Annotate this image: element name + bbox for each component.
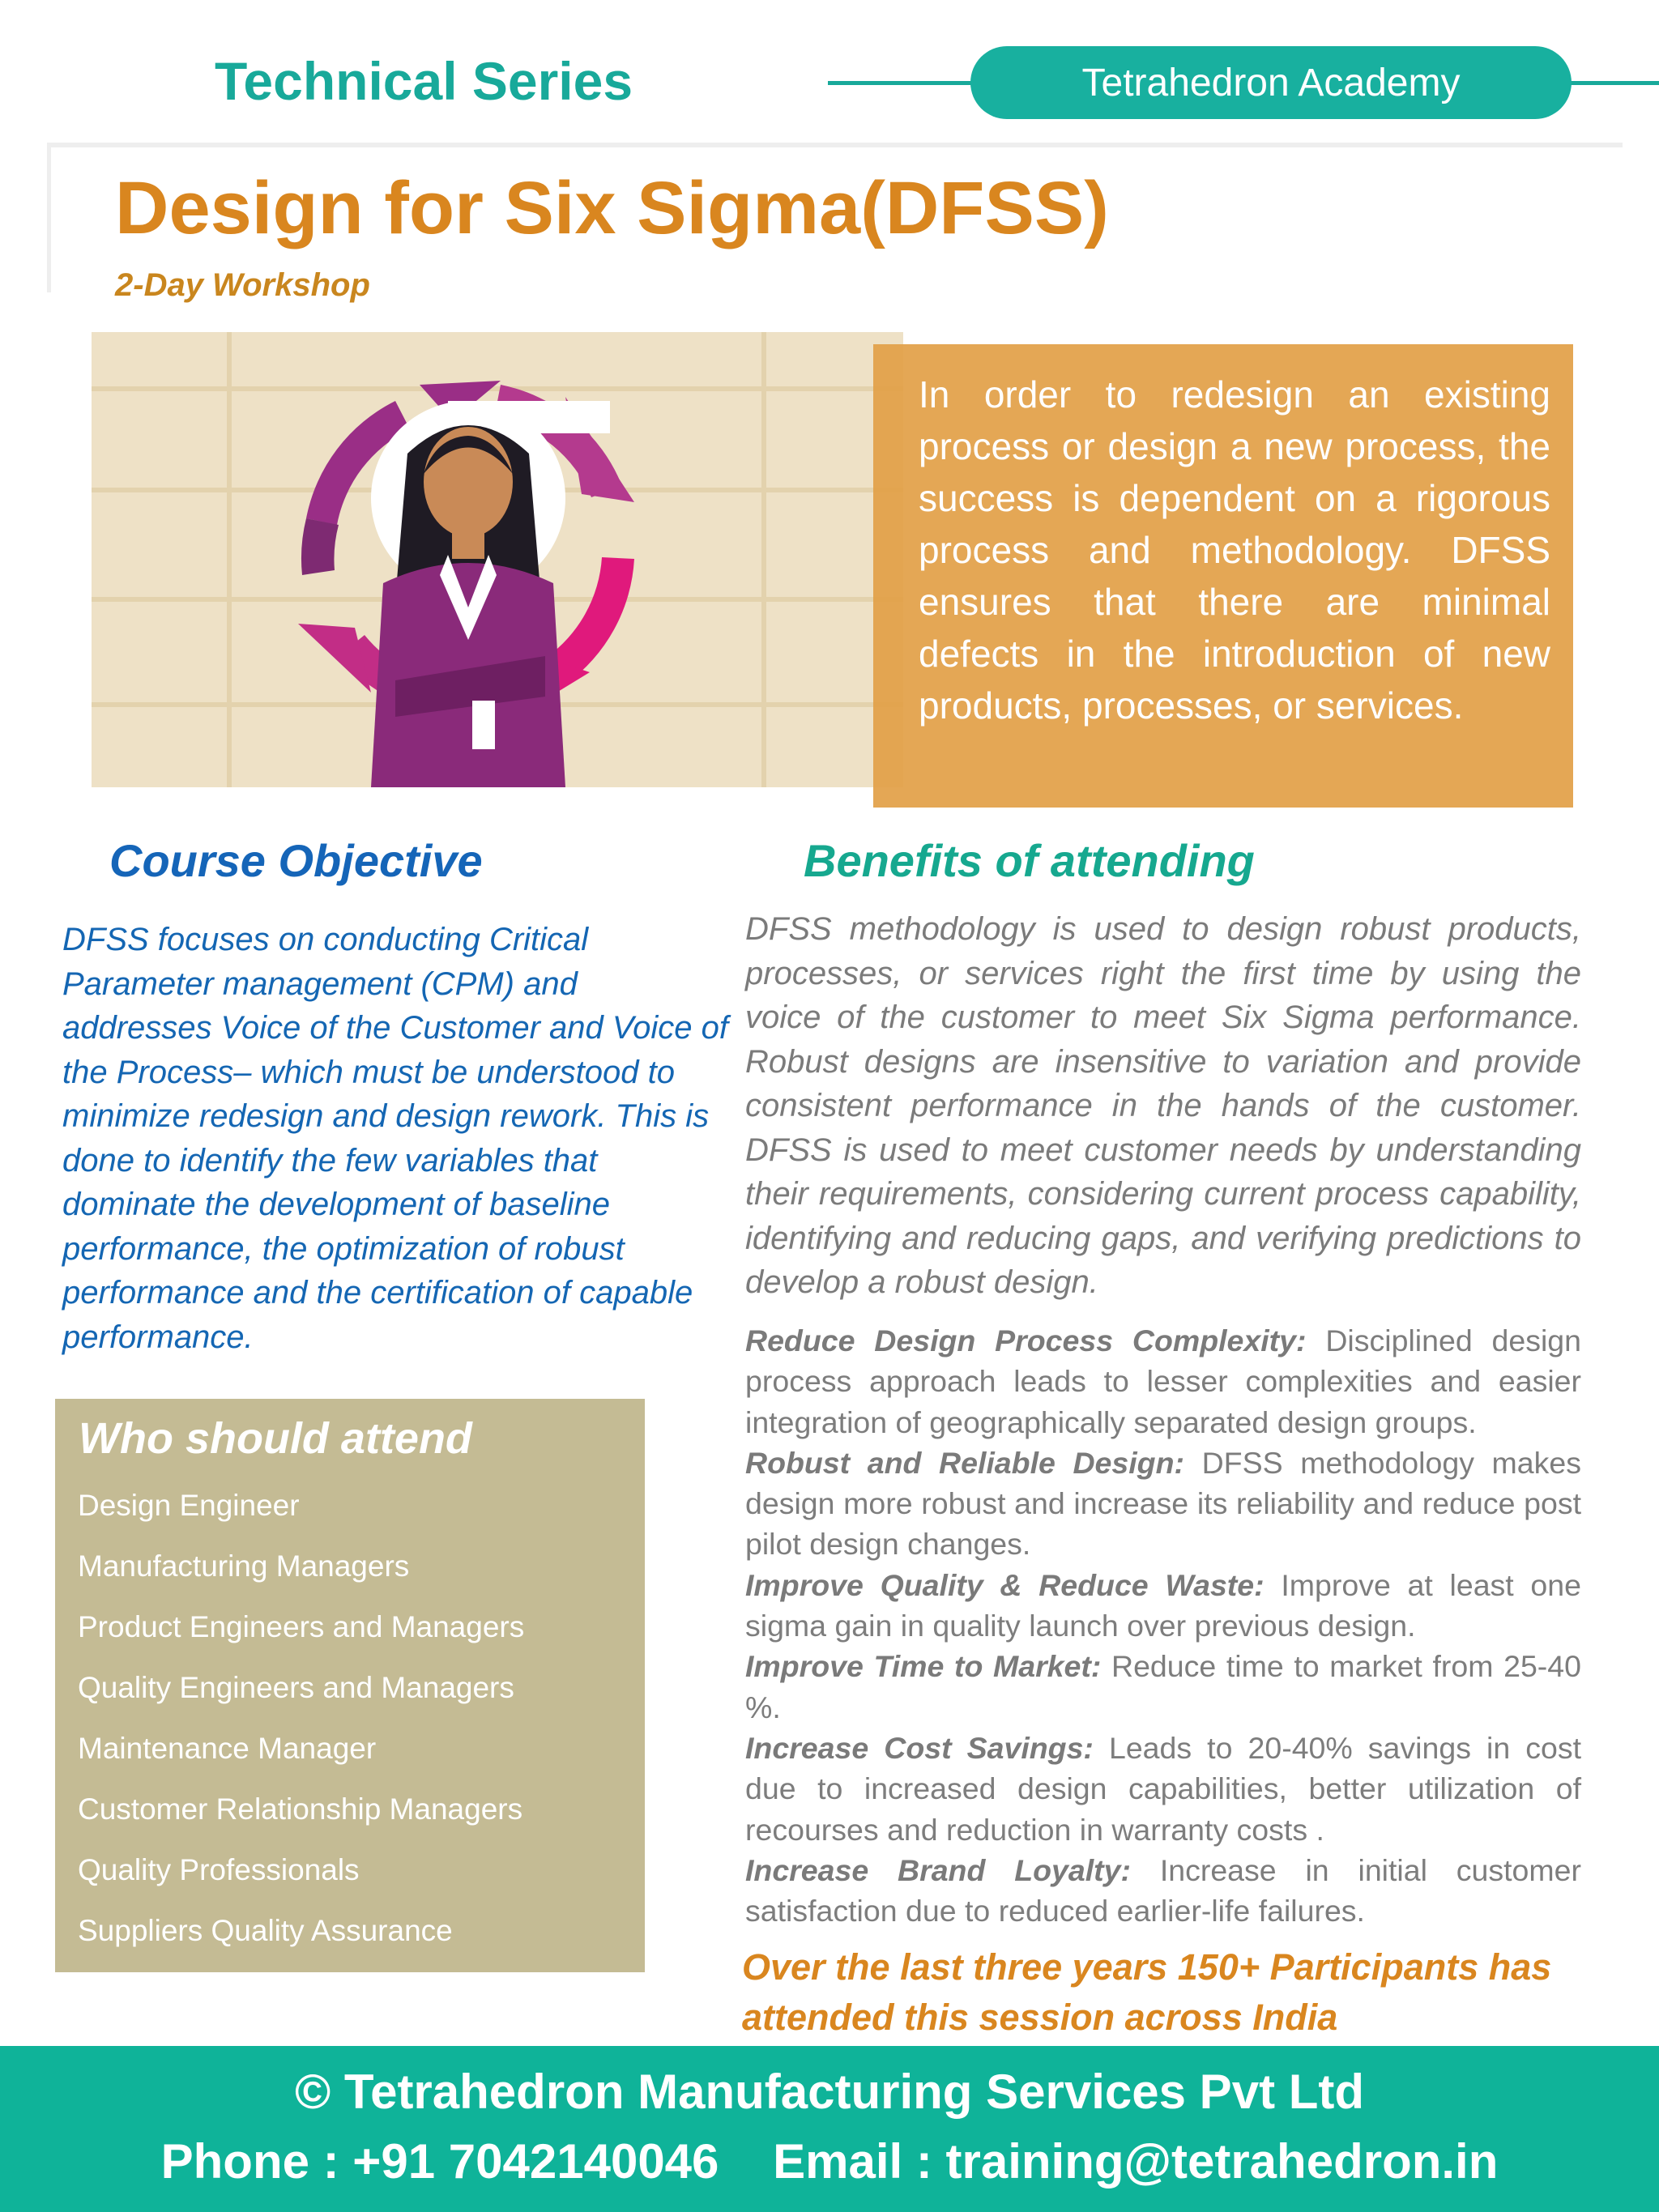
benefit-title: Reduce Design Process Complexity:	[745, 1323, 1307, 1357]
title-frame-left	[47, 143, 51, 292]
benefit-separator: :	[1120, 1852, 1131, 1887]
benefit-item	[745, 1728, 1581, 1850]
benefit-title: Increase Brand Loyalty	[745, 1852, 1121, 1887]
audience-item: Suppliers Quality Assurance	[78, 1914, 453, 1947]
benefit-text: Reduce time to market from 25-40 %.	[745, 1649, 1581, 1724]
benefit-item	[745, 1320, 1581, 1443]
audience-item: Design Engineer	[78, 1489, 300, 1522]
benefit-item	[745, 1646, 1581, 1728]
benefit-title: Increase Cost Savings:	[745, 1730, 1094, 1765]
sigma-cycle-illustration	[92, 332, 903, 787]
benefit-title: Robust and Reliable Design	[745, 1445, 1175, 1480]
benefit-text: Increase in initial customer satisfaction due to reduced earlier-life failures.	[745, 1852, 1581, 1929]
intro-box	[873, 344, 1573, 808]
audience-item: Manufacturing Managers	[78, 1549, 410, 1583]
title-frame-top	[47, 143, 1623, 147]
participants-note: Over the last three years 150+ Participants has attended this session across India	[742, 1946, 1552, 2038]
benefit-title: Improve Time to Market:	[745, 1649, 1102, 1684]
audience-item: Quality Professionals	[78, 1853, 360, 1886]
audience-item: Maintenance Manager	[78, 1732, 377, 1765]
benefit-title: Improve Quality & Reduce Waste:	[745, 1567, 1265, 1602]
benefit-item	[745, 1443, 1581, 1565]
benefit-item	[745, 1565, 1581, 1647]
course-objective-heading: Course Objective	[109, 835, 483, 886]
benefit-text: Disciplined design process approach leads to lesser complexities and easier integration of geographically separated design groups.	[745, 1323, 1581, 1439]
hero-illustration	[92, 332, 903, 787]
footer-contact[interactable]: Phone : +91 7042140046 Email : training@tetrahedron.in	[160, 2134, 1499, 2189]
benefit-list	[745, 1320, 1581, 1931]
benefits-heading: Benefits of attending	[804, 835, 1255, 886]
benefit-item	[745, 1850, 1581, 1932]
audience-list	[78, 1481, 524, 1967]
benefit-text: Improve at least one sigma gain in quality launch over previous design.	[745, 1567, 1581, 1643]
page-subtitle: 2-Day Workshop	[115, 267, 370, 303]
page-title: Design for Six Sigma(DFSS)	[115, 167, 1109, 249]
benefits-intro: DFSS methodology is used to design robust products, processes, or services right the first time by using the voice of the customer to meet Six Sigma performance. Robust designs are insensitive to variation and provide consistent performance in the hands of the customer. DFSS is used to meet customer needs by understanding their requirements, considering current process capability, identifying and reducing gaps, and verifying predictions to develop a robust design.	[745, 911, 1581, 1300]
benefit-separator: :	[1174, 1445, 1184, 1480]
audience-item: Quality Engineers and Managers	[78, 1671, 514, 1704]
course-objective-text: DFSS focuses on conducting Critical Parameter management (CPM) and addresses Voice of the Customer and Voice of the Process– which must be understood to minimize redesign and design rework. This is done to identify the few variables that dominate the development of baseline performance, the optimization of robust performance and the certification of capable performance.	[62, 922, 728, 1355]
series-title: Technical Series	[215, 51, 633, 111]
benefit-text: Leads to 20-40% savings in cost due to increased design capabilities, better utilization of recourses and reduction in warranty costs .	[745, 1730, 1581, 1847]
academy-badge: Tetrahedron Academy	[970, 46, 1572, 119]
who-should-attend-heading: Who should attend	[79, 1414, 472, 1463]
audience-item: Product Engineers and Managers	[78, 1610, 525, 1643]
benefit-text: DFSS methodology makes design more robust and increase its reliability and reduce post pilot design changes.	[745, 1445, 1582, 1562]
intro-text: In order to redesign an existing process or design a new process, the success is dependent on a rigorous process and methodology. DFSS ensures that there are minimal defects in the introduction of new products, processes, or services.	[919, 373, 1550, 727]
audience-item: Customer Relationship Managers	[78, 1792, 523, 1826]
footer-company: © Tetrahedron Manufacturing Services Pvt Ltd	[295, 2065, 1364, 2119]
